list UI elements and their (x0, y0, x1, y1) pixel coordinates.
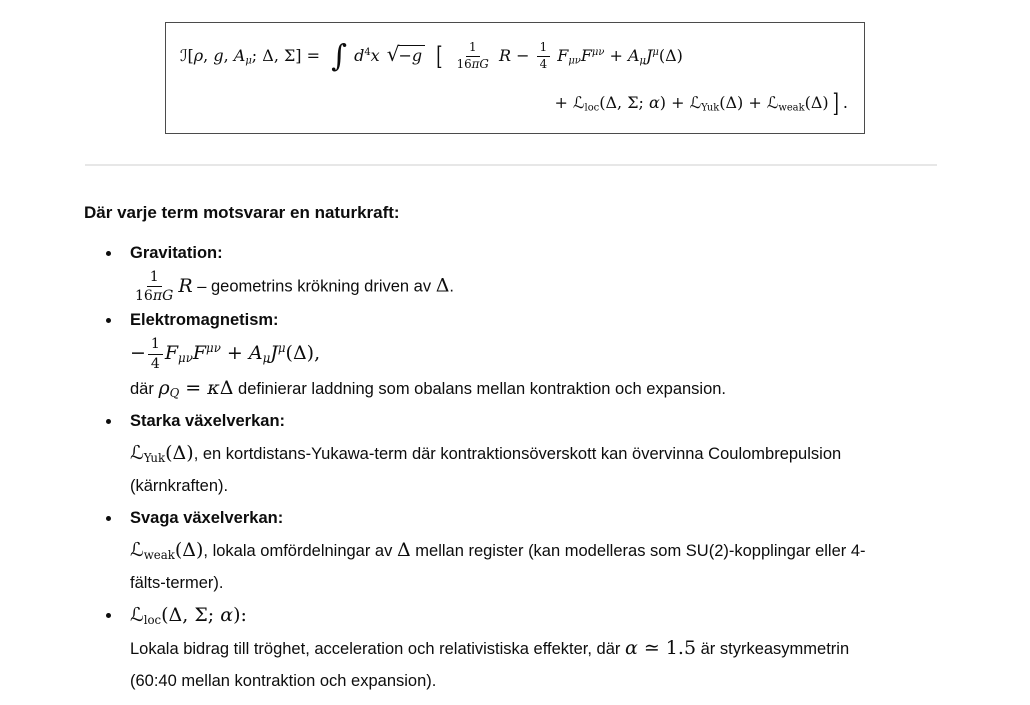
text-segment: , en kortdistans-Yukawa-term där kontraktionsöverskott kan övervinna Coulombrepulsion (193, 444, 842, 463)
item-title (130, 304, 900, 336)
text-segment: Lokala bidrag till tröghet, acceleration och relativistiska effekter, där (130, 639, 625, 658)
item-text-line (130, 372, 900, 405)
item-text-line (130, 437, 900, 470)
item-text-line (130, 632, 900, 665)
text-segment: där (130, 379, 159, 398)
item-title (130, 405, 900, 437)
text-segment: – geometrins krökning driven av (192, 277, 436, 296)
page (0, 22, 1030, 705)
text-segment: Elektromagnetism: (130, 311, 279, 330)
text-segment: (60:40 mellan kontraktion och expansion). (130, 671, 437, 690)
item-text-line (130, 567, 900, 599)
bullet-icon (106, 516, 111, 521)
math-segment: Δ (396, 538, 411, 561)
item-title (130, 502, 900, 534)
math-segment: α ≃ 1.5 (624, 636, 697, 659)
bullet-icon (106, 251, 111, 256)
list-item (84, 405, 900, 502)
list-item (84, 599, 900, 697)
text-segment: Starka växelverkan: (130, 411, 286, 430)
bullet-icon (106, 419, 111, 424)
equation-line-2: + ℒ$_{loc}$(Δ, Σ; α) + ℒ$_{Yuk}$(Δ) + ℒ$_{weak}$(Δ) ] . (554, 88, 848, 119)
text-segment: är styrkeasymmetrin (696, 639, 850, 658)
item-text-line (130, 534, 900, 567)
bullet-icon (106, 318, 111, 323)
item-text-line (130, 470, 900, 502)
list-item (84, 502, 900, 599)
math-segment: Δ (435, 274, 450, 297)
list-item (84, 237, 900, 304)
math-segment: ℒ$_{Yuk}$(Δ) (130, 441, 194, 465)
math-segment: − $\frac{1}{4}$ $F_{\mu\nu}F^{\mu\nu} + A_\mu J^\mu(\Delta)$, (130, 336, 321, 372)
section-heading: Där varje term motsvarar en naturkraft: (84, 203, 400, 222)
text-segment: fälts-termer). (130, 573, 224, 592)
text-segment: (kärnkraften). (130, 476, 229, 495)
item-text-line (130, 336, 900, 371)
item-text-line (130, 269, 900, 304)
divider (85, 164, 937, 166)
math-segment: $\frac{1}{16\pi G}$ R (135, 269, 193, 305)
forces-list (84, 237, 900, 697)
explanation-section (0, 202, 900, 697)
text-segment: mellan register (kan modelleras som SU(2)-kopplingar eller 4- (410, 541, 866, 560)
text-segment: Gravitation: (130, 244, 223, 262)
item-text-line (130, 665, 900, 697)
math-segment: ℒ$_{loc}$(Δ, Σ; α): (130, 603, 247, 627)
math-segment: $\rho_Q = \kappa\Delta$ (158, 376, 234, 400)
bullet-icon (106, 613, 111, 618)
action-integral-equation-box (165, 22, 865, 134)
text-segment: Svaga växelverkan: (130, 508, 284, 527)
equation-line-1: ℐ[ρ, g, $A_\mu$; Δ, Σ] = ∫ $d^4x$ √−g [ $\frac{1}{16\pi G}$ R − $\frac{1}{4}$ $F_{\mu\nu}F^{\mu\nu} + A_\mu J^\mu(\Delta)$ (180, 39, 683, 75)
text-segment: . (449, 277, 455, 296)
item-title (130, 599, 900, 632)
list-item (84, 304, 900, 404)
text-segment: definierar laddning som obalans mellan kontraktion och expansion. (233, 379, 727, 398)
math-segment: ℒ$_{weak}$(Δ) (130, 538, 204, 562)
text-segment: , lokala omfördelningar av (203, 541, 397, 560)
item-title (130, 237, 900, 269)
